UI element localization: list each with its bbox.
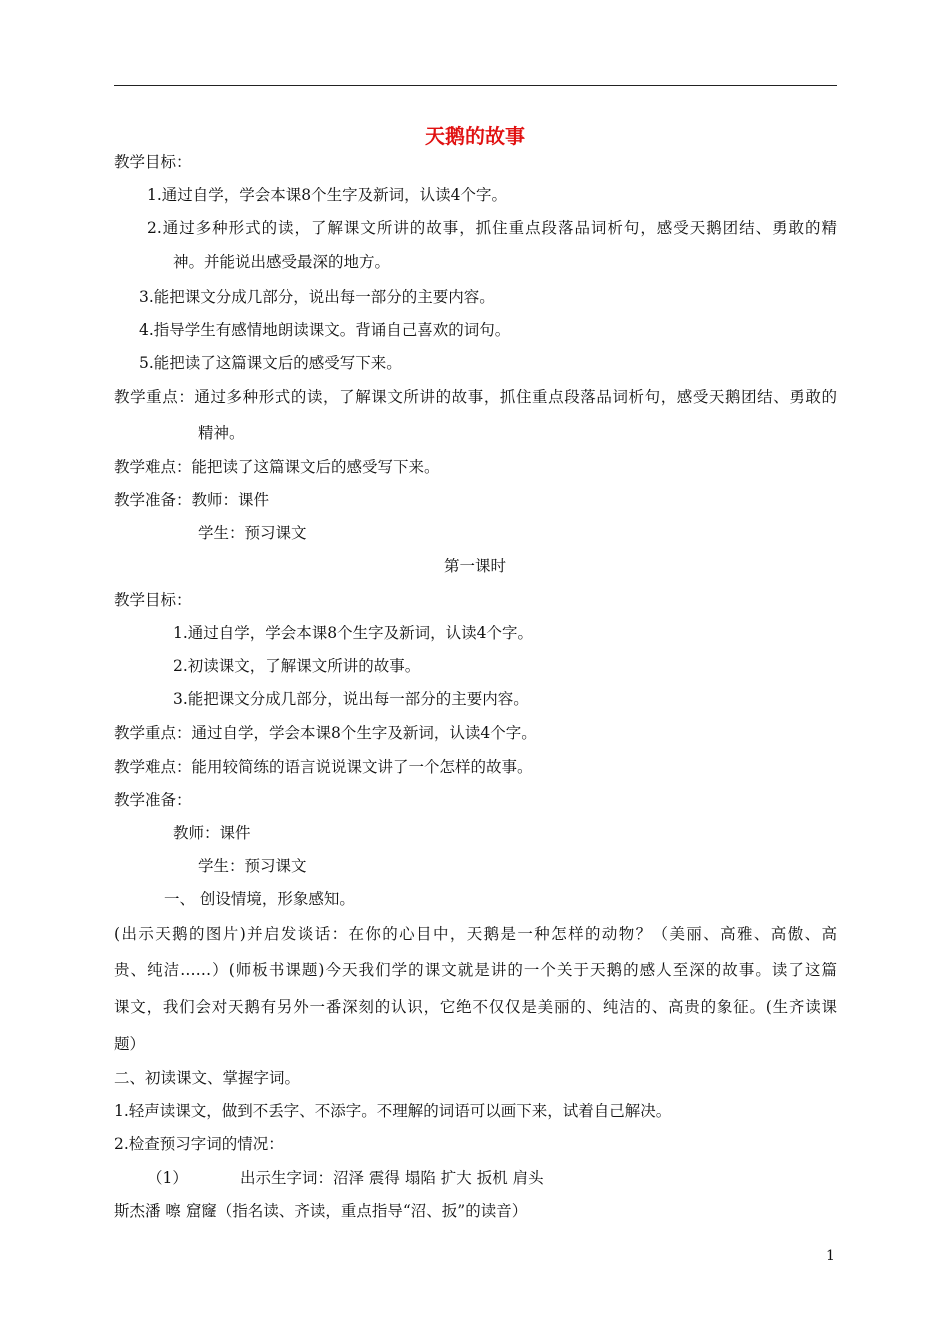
step1-paragraph-line: 贵、纯洁……）(师板书课题)今天我们学的课文就是讲的一个关于天鹅的感人至深的故事。读了这篇 [114,961,837,979]
preparation: 教学准备：教师：课件 [114,491,270,509]
lesson-teacher-prep: 教师：课件 [173,824,251,842]
step1-heading: 一、 创设情境，形象感知。 [164,890,355,908]
step2-item: 2.检查预习字词的情况： [114,1135,284,1153]
step1-paragraph-line: (出示天鹅的图片)并启发谈话：在你的心目中，天鹅是一种怎样的动物？（美丽、高雅、高傲、高 [114,925,837,943]
objectives-heading: 教学目标： [114,153,192,171]
objective-item: 1.通过自学，学会本课8个生字及新词，认读4个字。 [147,186,508,204]
objective-item: 3.能把课文分成几部分，说出每一部分的主要内容。 [139,288,495,306]
lesson-preparation-heading: 教学准备： [114,791,192,809]
objective-item: 5.能把读了这篇课文后的感受写下来。 [139,354,402,372]
vocabulary-list-continued: 斯杰潘 嚓 窟窿（指名读、齐读，重点指导“沼、扳”的读音） [114,1202,528,1220]
page-number: 1 [826,1248,835,1264]
key-point: 教学重点：通过多种形式的读，了解课文所讲的故事，抓住重点段落品词析句，感受天鹅团结、勇敢的 [114,388,837,406]
difficulty: 教学难点：能把读了这篇课文后的感受写下来。 [114,458,440,476]
step2-item: 1.轻声读课文，做到不丢字、不添字。不理解的词语可以画下来，试着自己解决。 [114,1102,672,1120]
lesson-objective-item: 1.通过自学，学会本课8个生字及新词，认读4个字。 [173,624,534,642]
lesson-student-prep: 学生：预习课文 [198,857,307,875]
lesson-objective-item: 2.初读课文，了解课文所讲的故事。 [173,657,421,675]
sub-item-label: （1） [147,1169,188,1187]
lesson-objectives-heading: 教学目标： [114,591,192,609]
objective-item: 4.指导学生有感情地朗读课文。背诵自己喜欢的词句。 [139,321,511,339]
lesson-objective-item: 3.能把课文分成几部分，说出每一部分的主要内容。 [173,690,529,708]
step1-paragraph-line: 题） [114,1035,146,1053]
key-point-continued: 精神。 [198,424,245,442]
vocabulary-list: 出示生字词：沼泽 震得 塌陷 扩大 扳机 肩头 [240,1169,544,1187]
step1-paragraph-line: 课文，我们会对天鹅有另外一番深刻的认识，它绝不仅仅是美丽的、纯洁的、高贵的象征。(生齐读课 [114,998,837,1016]
objective-item-continued: 神。并能说出感受最深的地方。 [173,253,391,271]
lesson-heading: 第一课时 [443,557,506,575]
step2-heading: 二、初读课文、掌握字词。 [114,1069,301,1087]
lesson-key-point: 教学重点：通过自学，学会本课8个生字及新词，认读4个字。 [114,724,537,742]
lesson-difficulty: 教学难点：能用较简练的语言说说课文讲了一个怎样的故事。 [114,758,533,776]
header-rule [114,85,837,86]
objective-item: 2.通过多种形式的读，了解课文所讲的故事，抓住重点段落品词析句，感受天鹅团结、勇敢的精 [147,219,837,237]
student-preparation: 学生：预习课文 [198,524,307,542]
page-title: 天鹅的故事 [425,124,525,148]
